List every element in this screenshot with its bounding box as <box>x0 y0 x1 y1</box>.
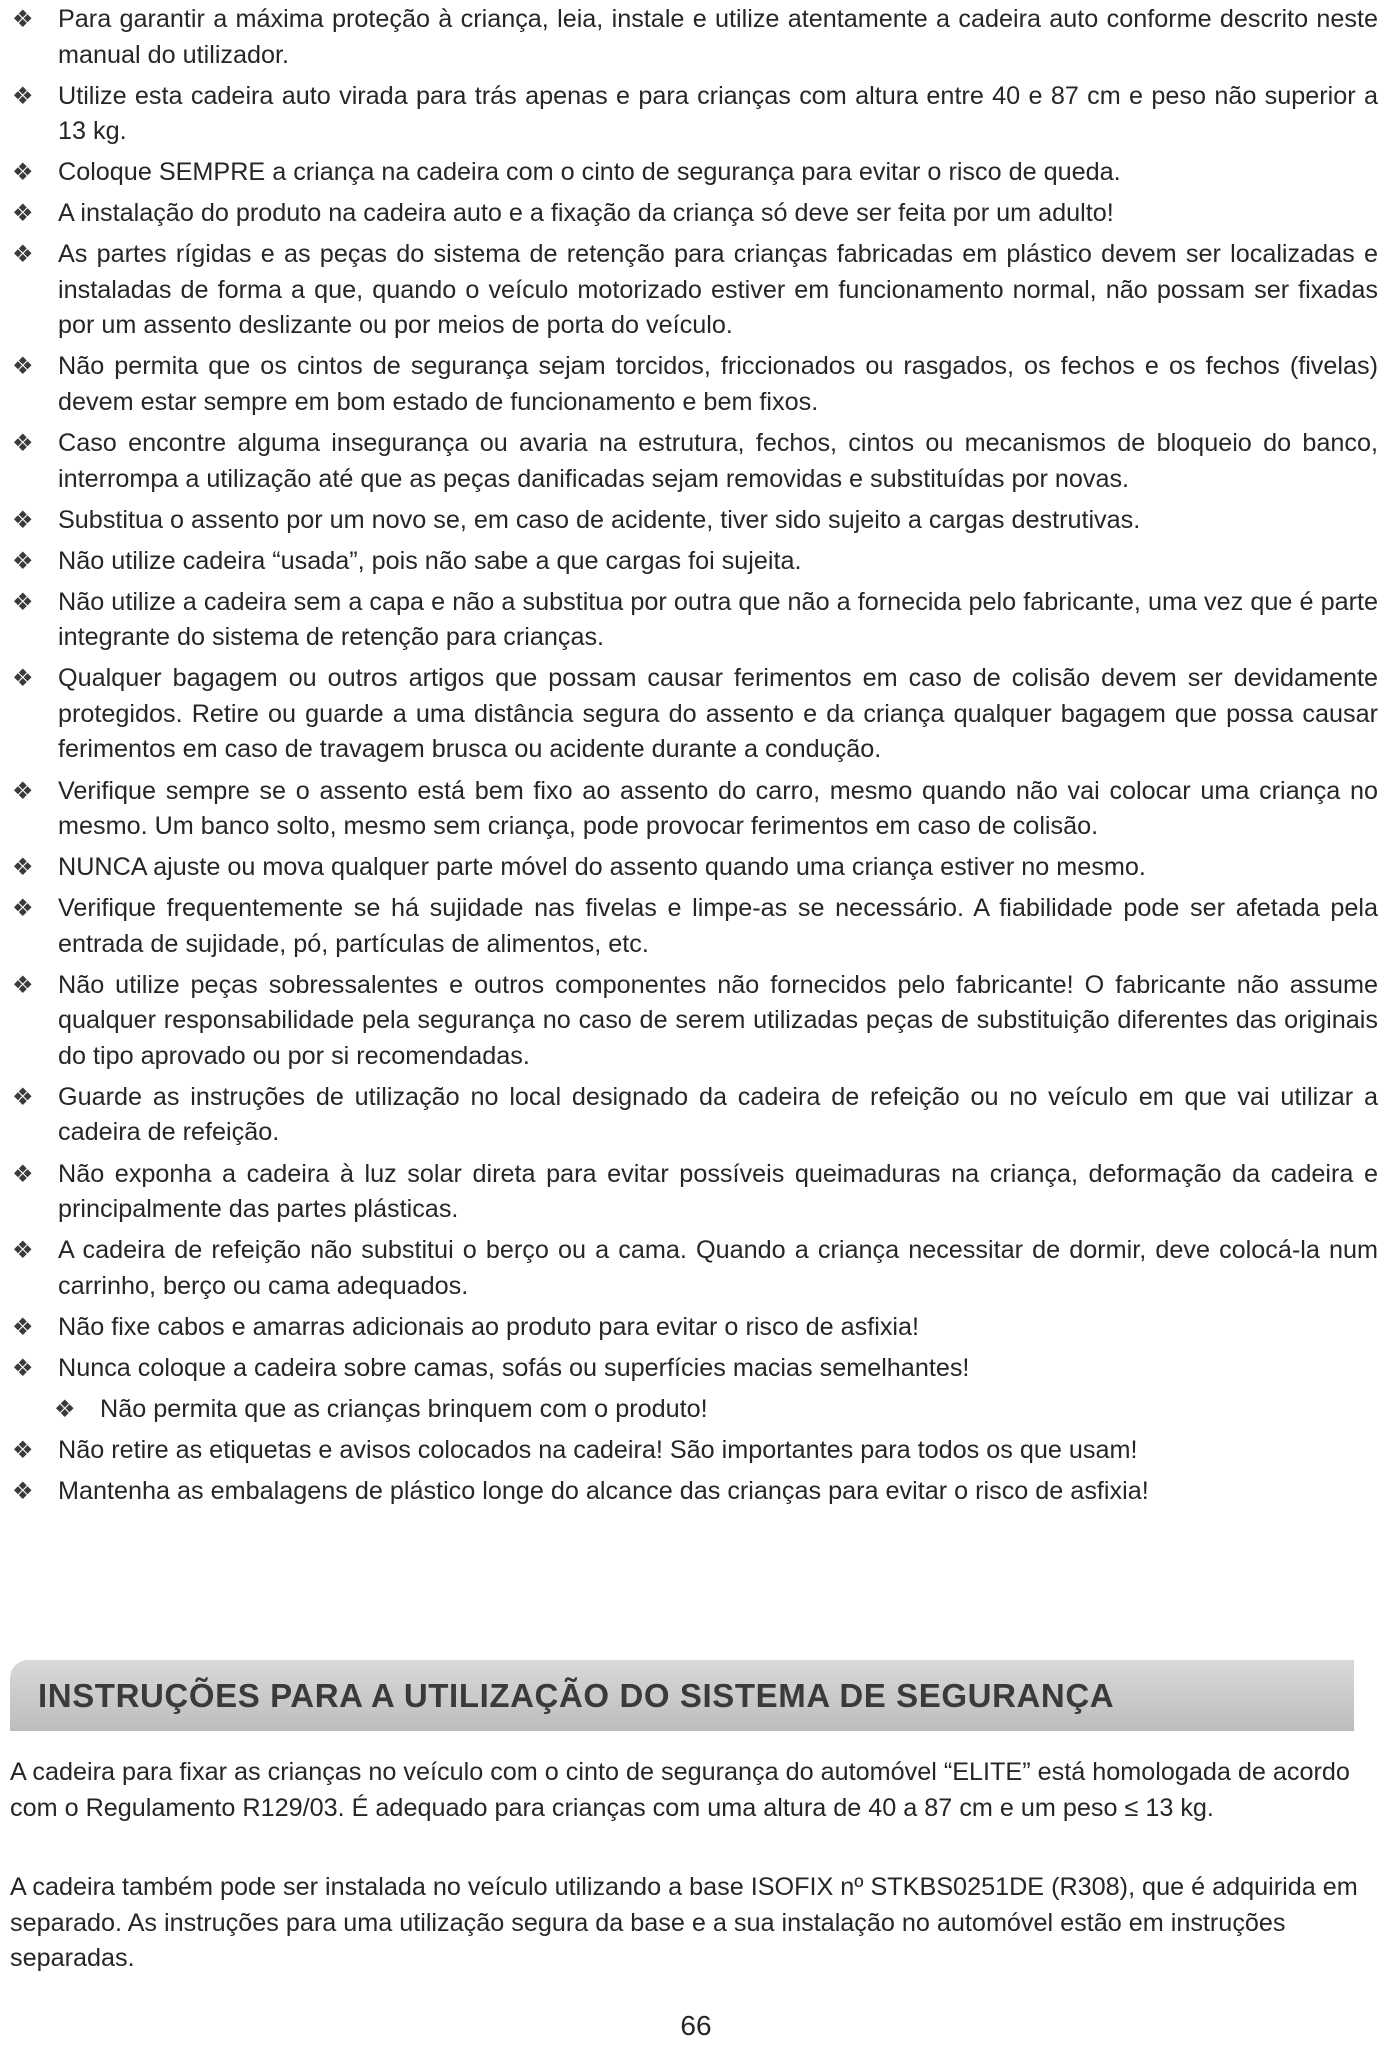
list-item: ❖ Não utilize peças sobressalentes e outros componentes não fornecidos pelo fabricante! O fabricante não assume qualquer responsabilidade pela segurança no caso de serem utilizadas peças de substituição diferentes das originais do tipo aprovado ou por si recomendadas. <box>0 968 1392 1075</box>
diamond-four-petal-icon: ❖ <box>12 1160 34 1188</box>
diamond-four-petal-icon: ❖ <box>12 200 34 228</box>
diamond-four-petal-icon: ❖ <box>12 547 34 575</box>
safety-warnings-list <box>0 2 1392 1515</box>
list-item: ❖ Qualquer bagagem ou outros artigos que possam causar ferimentos em caso de colisão devem ser devidamente protegidos. Retire ou guarde a uma distância segura do assento e da criança qualquer bagagem que possa causar ferimentos em caso de travagem brusca ou acidente durante a condução. <box>0 661 1392 768</box>
list-item: ❖ Não fixe cabos e amarras adicionais ao produto para evitar o risco de asfixia! <box>0 1310 1392 1346</box>
diamond-four-petal-icon: ❖ <box>12 1436 34 1464</box>
list-item: ❖ NUNCA ajuste ou mova qualquer parte móvel do assento quando uma criança estiver no mesmo. <box>0 850 1392 886</box>
list-item: ❖ Não exponha a cadeira à luz solar direta para evitar possíveis queimaduras na criança, deformação da cadeira e principalmente das partes plásticas. <box>0 1157 1392 1228</box>
list-item: ❖ Verifique sempre se o assento está bem fixo ao assento do carro, mesmo quando não vai colocar uma criança no mesmo. Um banco solto, mesmo sem criança, pode provocar ferimentos em caso de colisão. <box>0 774 1392 845</box>
list-item: ❖ Não permita que as crianças brinquem com o produto! <box>0 1392 1392 1428</box>
list-item: ❖ A instalação do produto na cadeira auto e a fixação da criança só deve ser feita por um adulto! <box>0 196 1392 232</box>
page-number: 66 <box>680 2010 712 2041</box>
list-item: ❖ As partes rígidas e as peças do sistema de retenção para crianças fabricadas em plástico devem ser localizadas e instaladas de forma a que, quando o veículo motorizado estiver em funcionamento normal, não possam ser fixadas por um assento deslizante ou por meios de porta do veículo. <box>0 237 1392 344</box>
list-item: ❖ Para garantir a máxima proteção à criança, leia, instale e utilize atentamente a cadeira auto conforme descrito neste manual do utilizador. <box>0 2 1392 73</box>
list-item: ❖ Não retire as etiquetas e avisos colocados na cadeira! São importantes para todos os que usam! <box>0 1433 1392 1469</box>
list-item: ❖ Caso encontre alguma insegurança ou avaria na estrutura, fechos, cintos ou mecanismos de bloqueio do banco, interrompa a utilização até que as peças danificadas sejam removidas e substituídas por novas. <box>0 426 1392 497</box>
diamond-four-petal-icon: ❖ <box>12 241 34 269</box>
diamond-four-petal-icon: ❖ <box>12 1237 34 1265</box>
list-item: ❖ Substitua o assento por um novo se, em caso de acidente, tiver sido sujeito a cargas destrutivas. <box>0 503 1392 539</box>
list-item: ❖ Nunca coloque a cadeira sobre camas, sofás ou superfícies macias semelhantes! <box>0 1351 1392 1387</box>
list-item: ❖ Não permita que os cintos de segurança sejam torcidos, friccionados ou rasgados, os fechos e os fechos (fivelas) devem estar sempre em bom estado de funcionamento e bem fixos. <box>0 349 1392 420</box>
list-item: ❖ A cadeira de refeição não substitui o berço ou a cama. Quando a criança necessitar de dormir, deve colocá-la num carrinho, berço ou cama adequados. <box>0 1233 1392 1304</box>
diamond-four-petal-icon: ❖ <box>12 665 34 693</box>
diamond-four-petal-icon: ❖ <box>12 82 34 110</box>
diamond-four-petal-icon: ❖ <box>12 895 34 923</box>
list-item: ❖ Guarde as instruções de utilização no local designado da cadeira de refeição ou no veículo em que vai utilizar a cadeira de refeição. <box>0 1080 1392 1151</box>
diamond-four-petal-icon: ❖ <box>12 353 34 381</box>
list-item: ❖ Utilize esta cadeira auto virada para trás apenas e para crianças com altura entre 40 e 87 cm e peso não superior a 13 kg. <box>0 79 1392 150</box>
diamond-four-petal-icon: ❖ <box>12 777 34 805</box>
diamond-four-petal-icon: ❖ <box>12 854 34 882</box>
list-item: ❖ Coloque SEMPRE a criança na cadeira com o cinto de segurança para evitar o risco de queda. <box>0 155 1392 191</box>
diamond-four-petal-icon: ❖ <box>12 588 34 616</box>
list-item: ❖ Verifique frequentemente se há sujidade nas fivelas e limpe-as se necessário. A fiabilidade pode ser afetada pela entrada de sujidade, pó, partículas de alimentos, etc. <box>0 891 1392 962</box>
list-item: ❖ Não utilize a cadeira sem a capa e não a substitua por outra que não a fornecida pelo fabricante, uma vez que é parte integrante do sistema de retenção para crianças. <box>0 585 1392 656</box>
diamond-four-petal-icon: ❖ <box>12 1478 34 1506</box>
section-heading-bar <box>10 1660 1354 1731</box>
section-paragraph: A cadeira para fixar as crianças no veículo com o cinto de segurança do automóvel “ELITE” está homologada de acordo com o Regulamento R129/03. É adequado para crianças com uma altura de 40 a 87 cm e um peso ≤ 13 kg. <box>10 1758 1350 1822</box>
diamond-four-petal-icon: ❖ <box>12 159 34 187</box>
diamond-four-petal-icon: ❖ <box>12 971 34 999</box>
section-paragraph: A cadeira também pode ser instalada no veículo utilizando a base ISOFIX nº STKBS0251DE (R308), que é adquirida em separado. As instruções para uma utilização segura da base e a sua instalação no automóvel estão em instruções separadas. <box>10 1873 1358 1972</box>
diamond-four-petal-icon: ❖ <box>12 1313 34 1341</box>
diamond-four-petal-icon: ❖ <box>12 430 34 458</box>
list-item: ❖ Não utilize cadeira “usada”, pois não sabe a que cargas foi sujeita. <box>0 544 1392 580</box>
diamond-four-petal-icon: ❖ <box>12 1083 34 1111</box>
diamond-four-petal-icon: ❖ <box>12 1354 34 1382</box>
diamond-four-petal-icon: ❖ <box>12 6 34 33</box>
diamond-four-petal-icon: ❖ <box>54 1395 76 1423</box>
section-title: INSTRUÇÕES PARA A UTILIZAÇÃO DO SISTEMA DE SEGURANÇA <box>38 1676 1115 1714</box>
diamond-four-petal-icon: ❖ <box>12 506 34 534</box>
list-item: ❖ Mantenha as embalagens de plástico longe do alcance das crianças para evitar o risco de asfixia! <box>0 1474 1392 1510</box>
